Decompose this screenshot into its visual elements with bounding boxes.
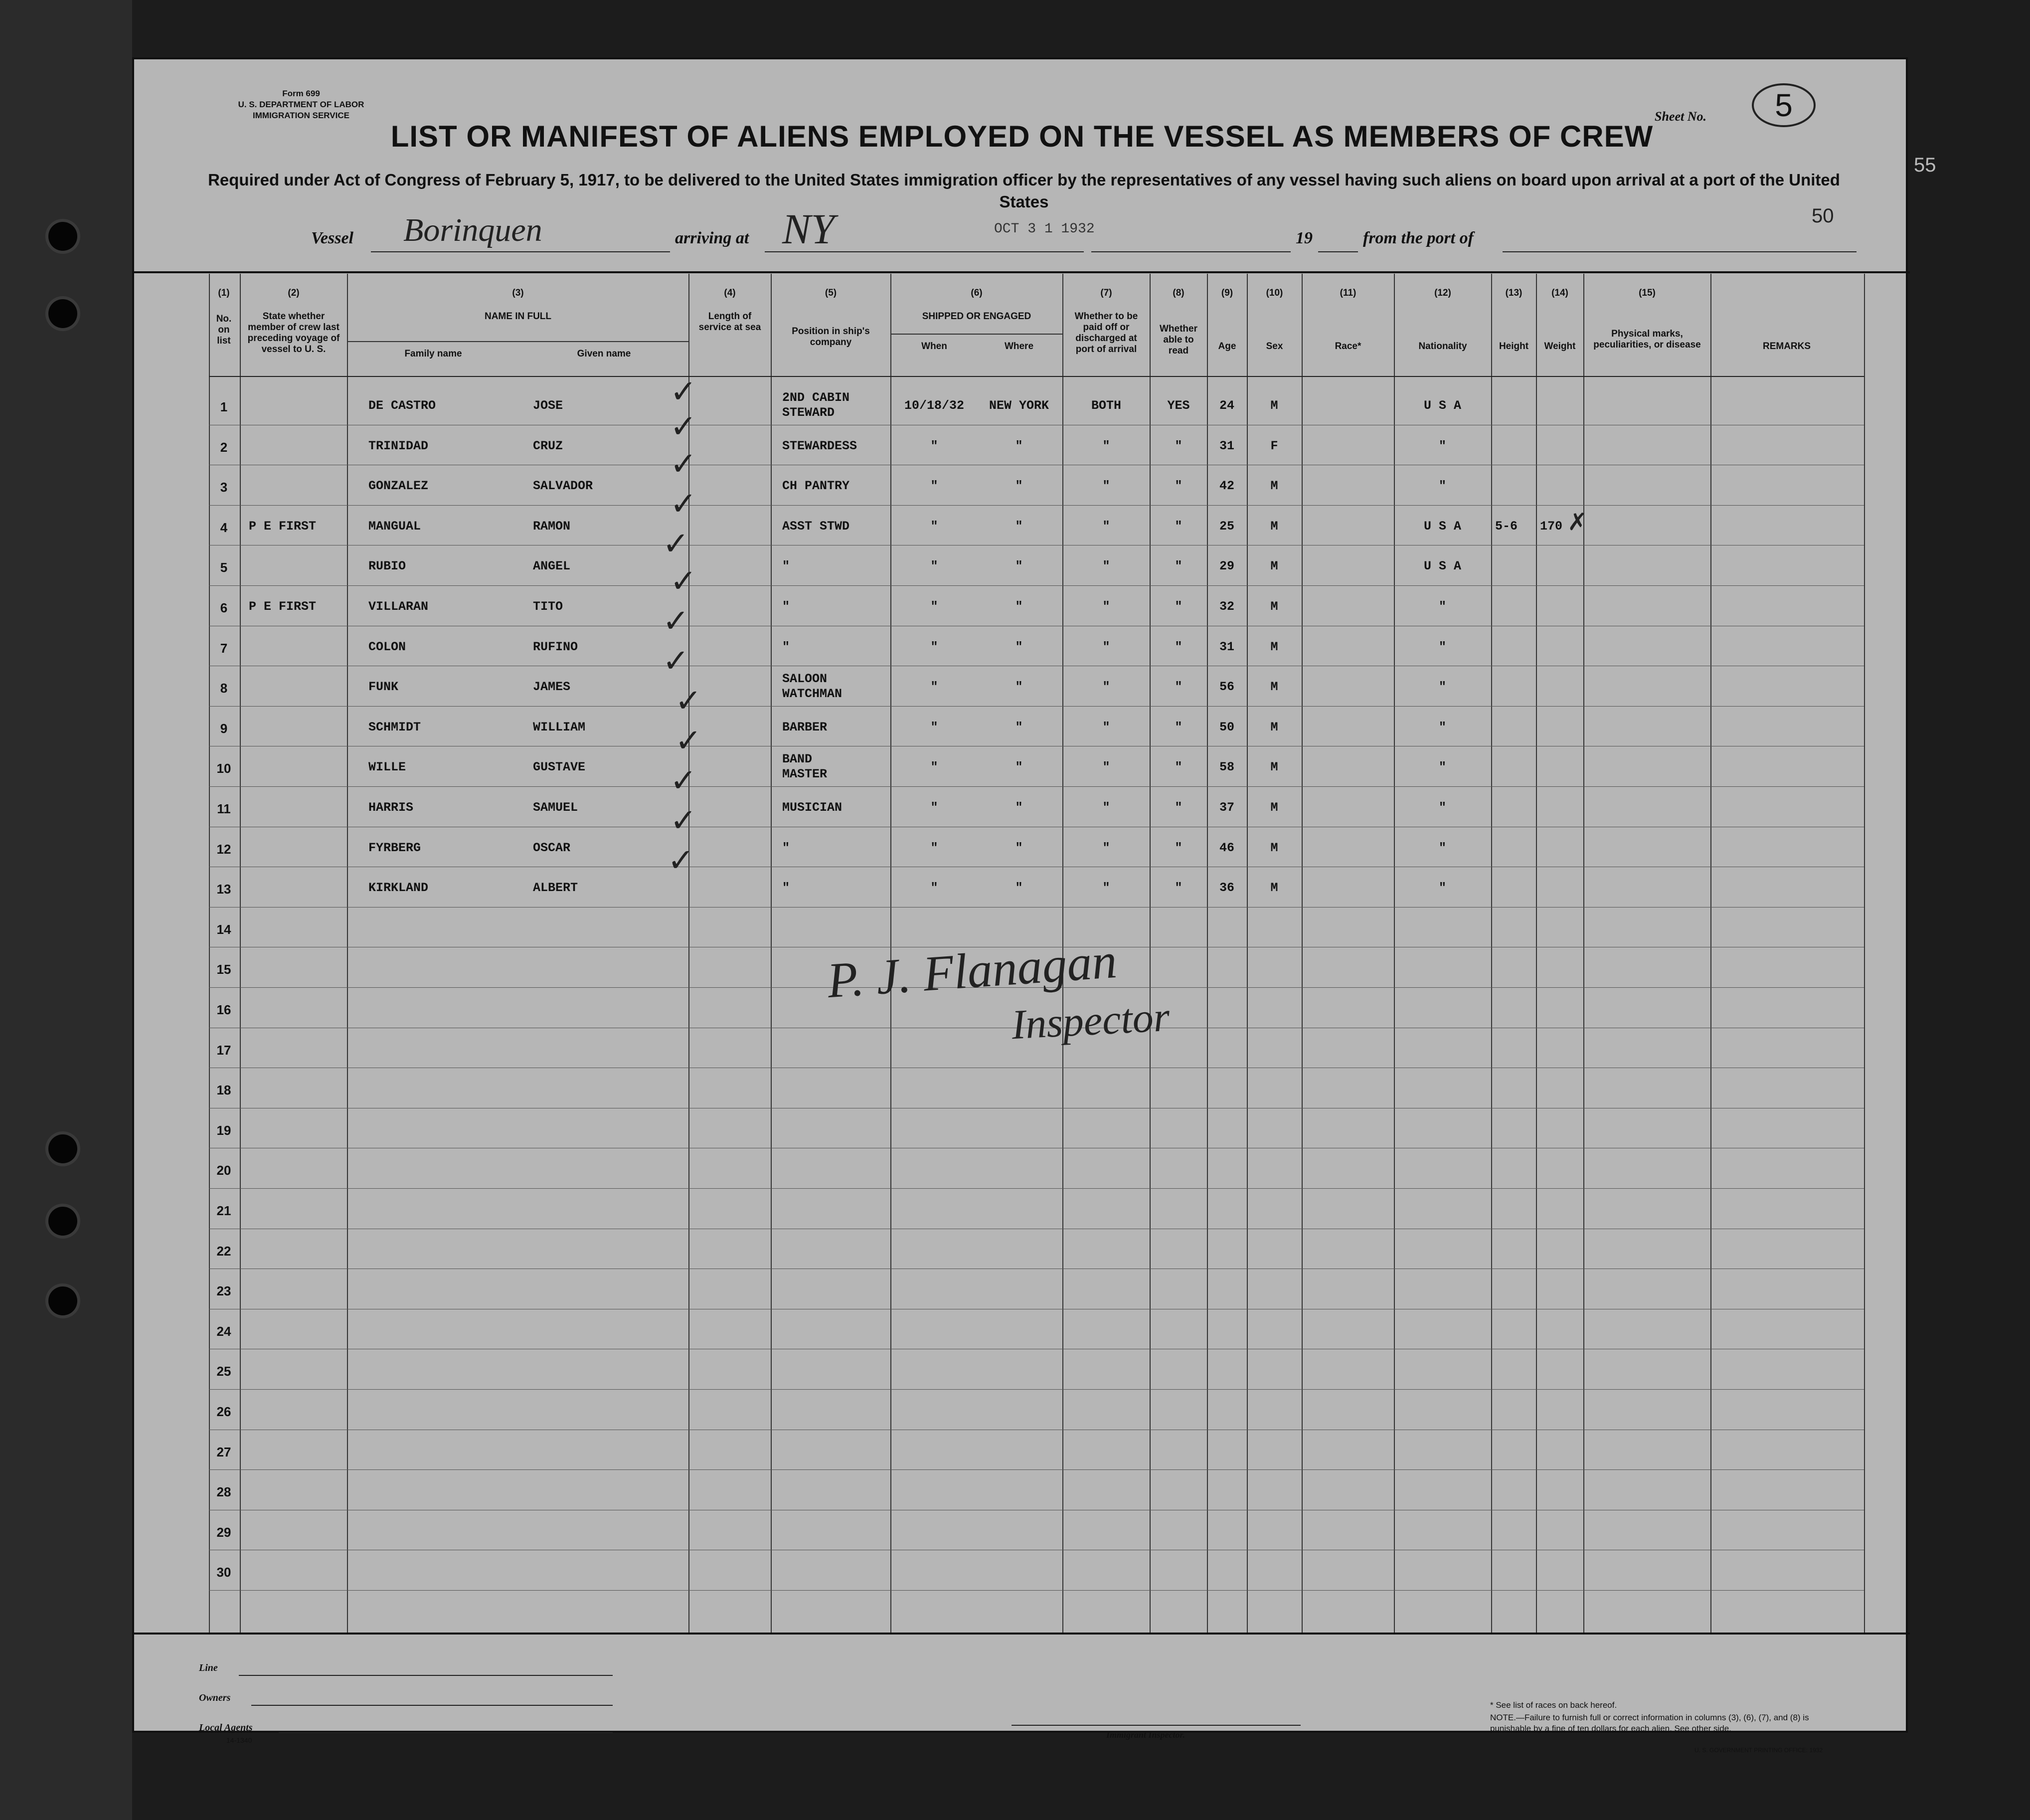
position-cell: ASST STWD (782, 519, 850, 534)
row-number: 28 (216, 1484, 231, 1500)
given-name-cell: SAMUEL (533, 800, 578, 815)
age-cell: 31 (1219, 639, 1234, 654)
binder-hole (48, 1134, 77, 1163)
family-name-cell: TRINIDAD (368, 438, 429, 453)
row-rule (209, 1188, 1864, 1189)
shipped-when-cell: " (930, 680, 938, 695)
given-name-cell: WILLIAM (533, 720, 586, 734)
shipped-where-cell: " (1015, 479, 1023, 494)
row-number: 16 (216, 1002, 231, 1017)
age-cell: 29 (1219, 559, 1234, 574)
check-mark: ✓ (670, 486, 697, 523)
state-cell: P E FIRST (249, 519, 317, 534)
shipped-when-cell: " (930, 599, 938, 614)
check-mark: ✓ (675, 723, 702, 759)
binder-hole (48, 299, 77, 328)
paid-off-cell: " (1102, 881, 1110, 896)
binder-hole (48, 222, 77, 251)
row-number: 4 (220, 520, 228, 535)
height-cell: 5-6 (1495, 519, 1518, 534)
nationality-cell: " (1438, 881, 1446, 896)
header-nationality: Nationality (1418, 341, 1467, 352)
able-read-cell: " (1175, 438, 1183, 453)
sex-cell: M (1270, 639, 1278, 654)
sex-cell: M (1270, 720, 1278, 734)
able-read-cell: " (1175, 720, 1183, 734)
agents-form-number: 14-1340 (226, 1736, 252, 1744)
family-name-cell: DE CASTRO (368, 398, 436, 413)
given-name-cell: GUSTAVE (533, 760, 586, 775)
given-name-cell: ALBERT (533, 881, 578, 896)
given-name-cell: ANGEL (533, 559, 571, 574)
position-cell: 2ND CABIN (782, 390, 850, 405)
paid-off-cell: BOTH (1091, 398, 1121, 413)
vessel-label: Vessel (311, 229, 353, 247)
row-number: 11 (217, 801, 231, 816)
nationality-cell: " (1438, 720, 1446, 734)
header-weight: Weight (1544, 341, 1576, 352)
position-cell: " (782, 639, 790, 654)
header-position: Position in ship's company (792, 326, 870, 348)
col-num-5: (5) (825, 288, 837, 298)
family-name-cell: COLON (368, 639, 406, 654)
nationality-cell: " (1438, 680, 1446, 695)
shipped-where-cell: " (1015, 599, 1023, 614)
family-name-cell: WILLE (368, 760, 406, 775)
sex-cell: M (1270, 519, 1278, 534)
row-number: 15 (216, 962, 231, 977)
paid-off-cell: " (1102, 438, 1110, 453)
nationality-cell: " (1438, 800, 1446, 815)
able-read-cell: " (1175, 800, 1183, 815)
side-number: 50 (1812, 205, 1834, 227)
header-length-service: Length of service at sea (698, 311, 761, 333)
manifest-sheet (132, 57, 1936, 1754)
check-mark: ✓ (670, 373, 697, 410)
row-number: 24 (216, 1323, 231, 1339)
shipped-when-cell: " (930, 840, 938, 855)
row-rule (209, 907, 1864, 908)
position-cell: " (782, 559, 790, 574)
col-num-15: (15) (1639, 288, 1656, 298)
vessel-underline (371, 251, 670, 252)
position-cell: STEWARDESS (782, 438, 857, 453)
paid-off-cell: " (1102, 720, 1110, 734)
binder-hole (48, 1286, 77, 1315)
nationality-cell: U S A (1423, 559, 1461, 574)
sheet-number-label: Sheet No. (1655, 109, 1706, 124)
shipped-where-cell: " (1015, 639, 1023, 654)
nationality-cell: " (1438, 599, 1446, 614)
age-cell: 46 (1219, 840, 1234, 855)
age-cell: 24 (1219, 398, 1234, 413)
header-when: When (921, 341, 947, 352)
row-rule (209, 1469, 1864, 1470)
row-number: 22 (216, 1243, 231, 1259)
header-subrule (347, 341, 688, 342)
header-family-name: Family name (404, 349, 462, 359)
column-divider (209, 274, 210, 1633)
sex-cell: M (1270, 760, 1278, 775)
column-divider (1247, 274, 1248, 1633)
position-cell: " (782, 599, 790, 614)
header-height: Height (1499, 341, 1529, 352)
age-cell: 32 (1219, 599, 1234, 614)
col-num-7: (7) (1100, 288, 1112, 298)
able-read-cell: " (1175, 479, 1183, 494)
weight-cell: 170 (1540, 519, 1563, 534)
row-number: 9 (220, 721, 228, 736)
arriving-port: NY (782, 205, 835, 253)
row-number: 2 (220, 439, 228, 455)
header-where: Where (1004, 341, 1034, 352)
check-mark: ✓ (675, 683, 702, 720)
sex-cell: M (1270, 800, 1278, 815)
age-cell: 37 (1219, 800, 1234, 815)
nationality-cell: " (1438, 639, 1446, 654)
row-number: 12 (216, 841, 231, 857)
immigrant-inspector-label: Immigrant Inspector. (1106, 1730, 1185, 1740)
header-sex: Sex (1266, 341, 1283, 352)
given-name-cell: CRUZ (533, 438, 563, 453)
vessel-name: Borinquen (403, 212, 542, 248)
check-mark: ✓ (670, 408, 697, 445)
header-physical: Physical marks, peculiarities, or disease (1593, 329, 1701, 350)
check-mark: ✓ (670, 802, 697, 839)
position-cell: CH PANTRY (782, 479, 850, 494)
shipped-when-cell: " (930, 479, 938, 494)
sex-cell: M (1270, 680, 1278, 695)
row-number: 20 (216, 1163, 231, 1178)
row-rule (209, 1590, 1864, 1591)
row-number: 10 (216, 761, 231, 776)
able-read-cell: YES (1167, 398, 1190, 413)
column-divider (1864, 274, 1865, 1633)
col-num-11: (11) (1340, 288, 1356, 298)
shipped-where-cell: " (1015, 519, 1023, 534)
service-name: IMMIGRATION SERVICE (253, 111, 349, 120)
position-cell: BAND (782, 752, 813, 767)
shipped-where-cell: " (1015, 720, 1023, 734)
position-cell: " (782, 840, 790, 855)
form-identifier (219, 88, 383, 121)
shipped-where-cell: " (1015, 438, 1023, 453)
col-num-6: (6) (971, 288, 983, 298)
from-port-label: from the port of (1363, 229, 1474, 247)
row-number: 3 (220, 480, 228, 495)
check-mark: ✓ (668, 842, 694, 879)
family-name-cell: FYRBERG (368, 840, 421, 855)
age-cell: 36 (1219, 881, 1234, 896)
family-name-cell: SCHMIDT (368, 720, 421, 734)
column-divider (1394, 274, 1395, 1633)
physical-mark-x: ✗ (1567, 508, 1588, 536)
shipped-when-cell: " (930, 639, 938, 654)
sheet-number-value: 5 (1752, 83, 1816, 127)
able-read-cell: " (1175, 680, 1183, 695)
arriving-label: arriving at (675, 229, 749, 247)
check-mark: ✓ (670, 762, 697, 799)
shipped-when-cell: " (930, 760, 938, 775)
inspector-signature: P. J. Flanagan (825, 932, 1119, 1009)
owners-label: Owners (199, 1692, 231, 1703)
inspector-underline (1012, 1725, 1301, 1726)
age-cell: 42 (1219, 479, 1234, 494)
row-number: 23 (216, 1283, 231, 1299)
header-able-read: Whether able to read (1160, 324, 1197, 356)
nationality-cell: " (1438, 840, 1446, 855)
header-rule (134, 271, 1910, 273)
shipped-when-cell: " (930, 519, 938, 534)
check-mark: ✓ (670, 446, 697, 483)
check-mark: ✓ (663, 603, 689, 640)
column-divider (347, 274, 348, 1633)
paid-off-cell: " (1102, 559, 1110, 574)
header-shipped: SHIPPED OR ENGAGED (922, 311, 1031, 322)
from-port-underline (1503, 251, 1857, 252)
check-mark: ✓ (670, 563, 697, 600)
position-cell-line2: WATCHMAN (782, 687, 843, 702)
year-prefix: 19 (1296, 229, 1313, 247)
able-read-cell: " (1175, 639, 1183, 654)
row-number: 8 (220, 681, 228, 696)
paid-off-cell: " (1102, 519, 1110, 534)
column-divider (1583, 274, 1584, 1633)
header-subrule (890, 334, 1062, 335)
row-number: 5 (220, 560, 228, 575)
shipped-where-cell: " (1015, 881, 1023, 896)
column-divider (1207, 274, 1208, 1633)
paid-off-cell: " (1102, 479, 1110, 494)
col-num-3: (3) (512, 288, 524, 298)
row-number: 18 (216, 1083, 231, 1098)
column-divider (1302, 274, 1303, 1633)
column-divider (1536, 274, 1537, 1633)
row-number: 17 (216, 1042, 231, 1058)
nationality-cell: U S A (1423, 398, 1461, 413)
shipped-where-cell: " (1015, 800, 1023, 815)
given-name-cell: OSCAR (533, 840, 571, 855)
date-underline (1091, 251, 1291, 252)
row-rule (209, 706, 1864, 707)
paid-off-cell: " (1102, 680, 1110, 695)
shipped-where-cell: " (1015, 680, 1023, 695)
col-num-4: (4) (724, 288, 736, 298)
check-mark: ✓ (663, 526, 689, 562)
row-rule (209, 1389, 1864, 1390)
row-number: 25 (216, 1364, 231, 1379)
sex-cell: M (1270, 881, 1278, 896)
row-rule (209, 786, 1864, 787)
page-subtitle: Required under Act of Congress of February 5, 1917, to be delivered to the United States immigration officer by the representatives of any vessel having such aliens on board upon arrival at a port of the United States (208, 171, 1840, 211)
header-paid-off: Whether to be paid off or discharged at port of arrival (1074, 311, 1138, 355)
header-name-in-full: NAME IN FULL (484, 311, 552, 322)
position-cell: " (782, 881, 790, 896)
row-number: 14 (216, 921, 231, 937)
family-name-cell: VILLARAN (368, 599, 429, 614)
position-cell-line2: STEWARD (782, 405, 835, 420)
age-cell: 31 (1219, 438, 1234, 453)
row-rule (209, 585, 1864, 586)
shipped-when-cell: " (930, 438, 938, 453)
family-name-cell: GONZALEZ (368, 479, 429, 494)
able-read-cell: " (1175, 599, 1183, 614)
given-name-cell: RUFINO (533, 639, 578, 654)
position-cell: SALOON (782, 672, 828, 687)
family-name-cell: KIRKLAND (368, 881, 429, 896)
header-age: Age (1218, 341, 1236, 352)
printer-imprint: U. S. GOVERNMENT PRINTING OFFICE: 1932 (1694, 1747, 1823, 1754)
given-name-cell: RAMON (533, 519, 571, 534)
line-label: Line (199, 1662, 218, 1673)
paid-off-cell: " (1102, 639, 1110, 654)
shipped-when-cell: " (930, 800, 938, 815)
given-name-cell: JOSE (533, 398, 563, 413)
paid-off-cell: " (1102, 800, 1110, 815)
sex-cell: M (1270, 479, 1278, 494)
column-divider (240, 274, 241, 1633)
col-num-9: (9) (1221, 288, 1233, 298)
line-underline (239, 1675, 613, 1676)
paid-off-cell: " (1102, 760, 1110, 775)
header-bottom-rule (209, 376, 1864, 377)
year-underline (1318, 251, 1358, 252)
race-footnote: * See list of races on back hereof. (1490, 1700, 1617, 1710)
column-divider (1150, 274, 1151, 1633)
row-number: 29 (216, 1524, 231, 1540)
position-cell: MUSICIAN (782, 800, 843, 815)
family-name-cell: RUBIO (368, 559, 406, 574)
row-number: 30 (216, 1565, 231, 1580)
inspector-title: Inspector (1010, 993, 1171, 1049)
able-read-cell: " (1175, 881, 1183, 896)
sex-cell: M (1270, 559, 1278, 574)
given-name-cell: JAMES (533, 680, 571, 695)
family-name-cell: FUNK (368, 680, 399, 695)
sex-cell: M (1270, 599, 1278, 614)
agents-underline (279, 1732, 613, 1733)
penalty-note: NOTE.—Failure to furnish full or correct information in columns (3), (6), (7), and (8) is punishable by a fine of ten dollars for each alien. See other side. (1490, 1713, 1809, 1733)
shipped-when-cell: " (930, 881, 938, 896)
sex-cell: F (1270, 438, 1278, 453)
header-state-member: State whether member of crew last preceding voyage of vessel to U. S. (247, 311, 340, 355)
footer-rule (134, 1633, 1910, 1635)
row-number: 7 (220, 640, 228, 656)
paid-off-cell: " (1102, 840, 1110, 855)
header-given-name: Given name (577, 349, 631, 359)
form-number: Form 699 (282, 89, 320, 98)
able-read-cell: " (1175, 559, 1183, 574)
row-number: 27 (216, 1444, 231, 1459)
col-num-13: (13) (1505, 288, 1522, 298)
row-number: 1 (220, 399, 228, 414)
col-num-8: (8) (1173, 288, 1184, 298)
shipped-where-cell: " (1015, 840, 1023, 855)
family-name-cell: MANGUAL (368, 519, 421, 534)
page-title: LIST OR MANIFEST OF ALIENS EMPLOYED ON THE VESSEL AS MEMBERS OF CREW (390, 120, 1654, 153)
state-cell: P E FIRST (249, 599, 317, 614)
date-stamp: OCT 3 1 1932 (994, 221, 1095, 237)
paid-off-cell: " (1102, 599, 1110, 614)
row-number: 21 (216, 1203, 231, 1218)
age-cell: 50 (1219, 720, 1234, 734)
row-number: 26 (216, 1404, 231, 1419)
nationality-cell: " (1438, 760, 1446, 775)
shipped-when-cell: " (930, 720, 938, 734)
shipped-where-cell: " (1015, 760, 1023, 775)
col-num-1: (1) (218, 288, 230, 298)
column-divider (771, 274, 772, 1633)
age-cell: 25 (1219, 519, 1234, 534)
sex-cell: M (1270, 398, 1278, 413)
shipped-where-cell: NEW YORK (989, 398, 1049, 413)
nationality-cell: " (1438, 479, 1446, 494)
nationality-cell: " (1438, 438, 1446, 453)
row-rule (209, 505, 1864, 506)
able-read-cell: " (1175, 760, 1183, 775)
header-race: Race* (1335, 341, 1361, 352)
col-num-12: (12) (1434, 288, 1451, 298)
age-cell: 56 (1219, 680, 1234, 695)
given-name-cell: TITO (533, 599, 563, 614)
sex-cell: M (1270, 840, 1278, 855)
shipped-when-cell: " (930, 559, 938, 574)
position-cell-line2: MASTER (782, 767, 828, 782)
col-num-10: (10) (1266, 288, 1283, 298)
row-number: 13 (216, 882, 231, 897)
position-cell: BARBER (782, 720, 828, 734)
binder-hole (48, 1207, 77, 1236)
header-no-on-list: No. on list (216, 314, 232, 346)
nationality-cell: U S A (1423, 519, 1461, 534)
check-mark: ✓ (663, 643, 689, 680)
col-num-14: (14) (1551, 288, 1568, 298)
local-agents-label: Local Agents (199, 1722, 253, 1733)
scan-border-left (0, 0, 132, 1820)
row-number: 19 (216, 1122, 231, 1138)
column-divider (1710, 274, 1711, 1633)
family-name-cell: HARRIS (368, 800, 414, 815)
row-rule (209, 545, 1864, 546)
department-name: U. S. DEPARTMENT OF LABOR (238, 100, 364, 109)
able-read-cell: " (1175, 519, 1183, 534)
row-number: 6 (220, 600, 228, 615)
able-read-cell: " (1175, 840, 1183, 855)
shipped-when-cell: 10/18/32 (904, 398, 965, 413)
owners-underline (251, 1705, 613, 1706)
age-cell: 58 (1219, 760, 1234, 775)
col-num-2: (2) (288, 288, 300, 298)
header-remarks: REMARKS (1762, 341, 1811, 352)
shipped-where-cell: " (1015, 559, 1023, 574)
given-name-cell: SALVADOR (533, 479, 593, 494)
column-divider (1491, 274, 1492, 1633)
page-number-right: 55 (1914, 154, 1936, 176)
